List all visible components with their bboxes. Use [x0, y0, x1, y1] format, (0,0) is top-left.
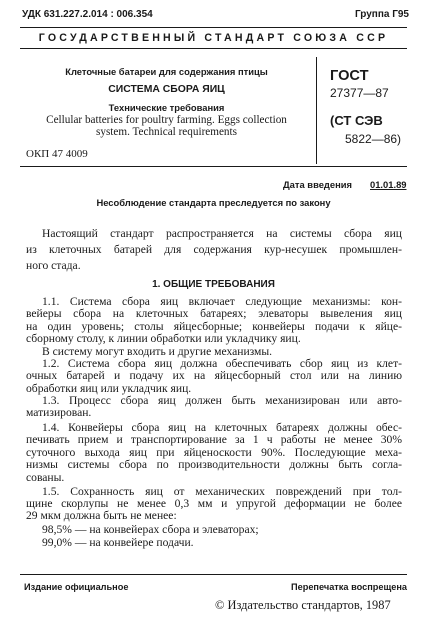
english-title-line-1: Cellular batteries for poultry farming. Eggs collection	[46, 114, 287, 126]
body-line: 1.4. Конвейеры сбора яиц на клеточных батареях должны обес-	[42, 421, 402, 434]
body-line: 1.1. Система сбора яиц включает следующие механизмы: кон-	[42, 295, 402, 308]
body-line: щине скорлупы не менее 0,3 мм и упругой деформации не более	[26, 497, 402, 510]
body-line: матизирован.	[26, 406, 92, 419]
body-line: 29 мкм должна быть не менее:	[26, 509, 177, 522]
body-line: 99,0% — на конвейере подачи.	[42, 536, 194, 549]
gost-number: 27377—87	[330, 86, 389, 100]
effective-date-label: Дата введения	[283, 179, 352, 190]
title-divider	[316, 57, 317, 164]
section-heading: 1. ОБЩИЕ ТРЕБОВАНИЯ	[152, 279, 275, 290]
body-line: низмы системы сбора по производительности должны быть согла-	[26, 458, 402, 471]
st-sev-line-1: (СТ СЭВ	[330, 113, 383, 128]
body-line: 1.2. Система сбора яиц должна обеспечивать сбор яиц из клет-	[42, 357, 402, 370]
standard-banner: ГОСУДАРСТВЕННЫЙ СТАНДАРТ СОЮЗА ССР	[38, 32, 389, 44]
group-code: Группа Г95	[354, 9, 409, 20]
top-rule	[20, 27, 407, 28]
body-line: 1.5. Сохранность яиц от механических повреждений при тол-	[42, 485, 402, 498]
body-line: суточного выхода яиц при яйценоскости 90%. Последующие меха-	[26, 446, 402, 459]
legal-notice: Несоблюдение стандарта преследуется по закону	[96, 197, 331, 208]
body-line: обработки яиц или укладчик яиц.	[26, 382, 192, 395]
st-sev-line-2: 5822—86)	[345, 132, 402, 146]
banner-rule	[20, 48, 407, 49]
body-line: очных батарей и подачу их на яйцесборный стол или на линию	[26, 369, 402, 382]
body-line: на один уровень; столы яйцесборные; конвейеры подачи к яйце-	[26, 320, 402, 333]
title-bottom-rule	[20, 166, 407, 167]
body-line: печивать прием и транспортирование за 1 ч работы не менее 30%	[26, 433, 402, 446]
english-title-line-2: system. Technical requirements	[96, 126, 237, 138]
body-line: сборному столу, к линии обработки или укладчику яиц.	[26, 332, 301, 345]
footer-rule	[20, 574, 407, 575]
body-line: вейеры сбора на клеточных батареях; элеваторы вывеления яиц	[26, 307, 402, 320]
okp-code: ОКП 47 4009	[26, 148, 88, 160]
intro-line-1: Настоящий стандарт распространяется на системы сбора яиц	[42, 227, 402, 240]
document-subtitle: Технические требования	[108, 102, 225, 113]
effective-date-value: 01.01.89	[370, 179, 407, 190]
body-line: сованы.	[26, 471, 65, 484]
udk-code: УДК 631.227.2.014 : 006.354	[22, 9, 153, 20]
reprint-notice: Перепечатка воспрещена	[291, 582, 407, 592]
product-category: Клеточные батареи для содержания птицы	[65, 66, 268, 77]
body-line: 98,5% — на конвейерах сбора и элеваторах;	[42, 523, 259, 536]
document-title: СИСТЕМА СБОРА ЯИЦ	[108, 84, 225, 95]
intro-line-3: ного стада.	[26, 259, 81, 272]
official-edition-label: Издание официальное	[24, 582, 129, 592]
copyright-notice: © Издательство стандартов, 1987	[215, 598, 391, 612]
body-line: 1.3. Процесс сбора яиц должен быть механизирован или авто-	[42, 394, 402, 407]
body-line: В систему могут входить и другие механизмы.	[42, 345, 273, 358]
intro-line-2: из клеточных батарей для содержания кур-несушек промышлен-	[26, 243, 402, 256]
gost-label: ГОСТ	[330, 68, 369, 84]
